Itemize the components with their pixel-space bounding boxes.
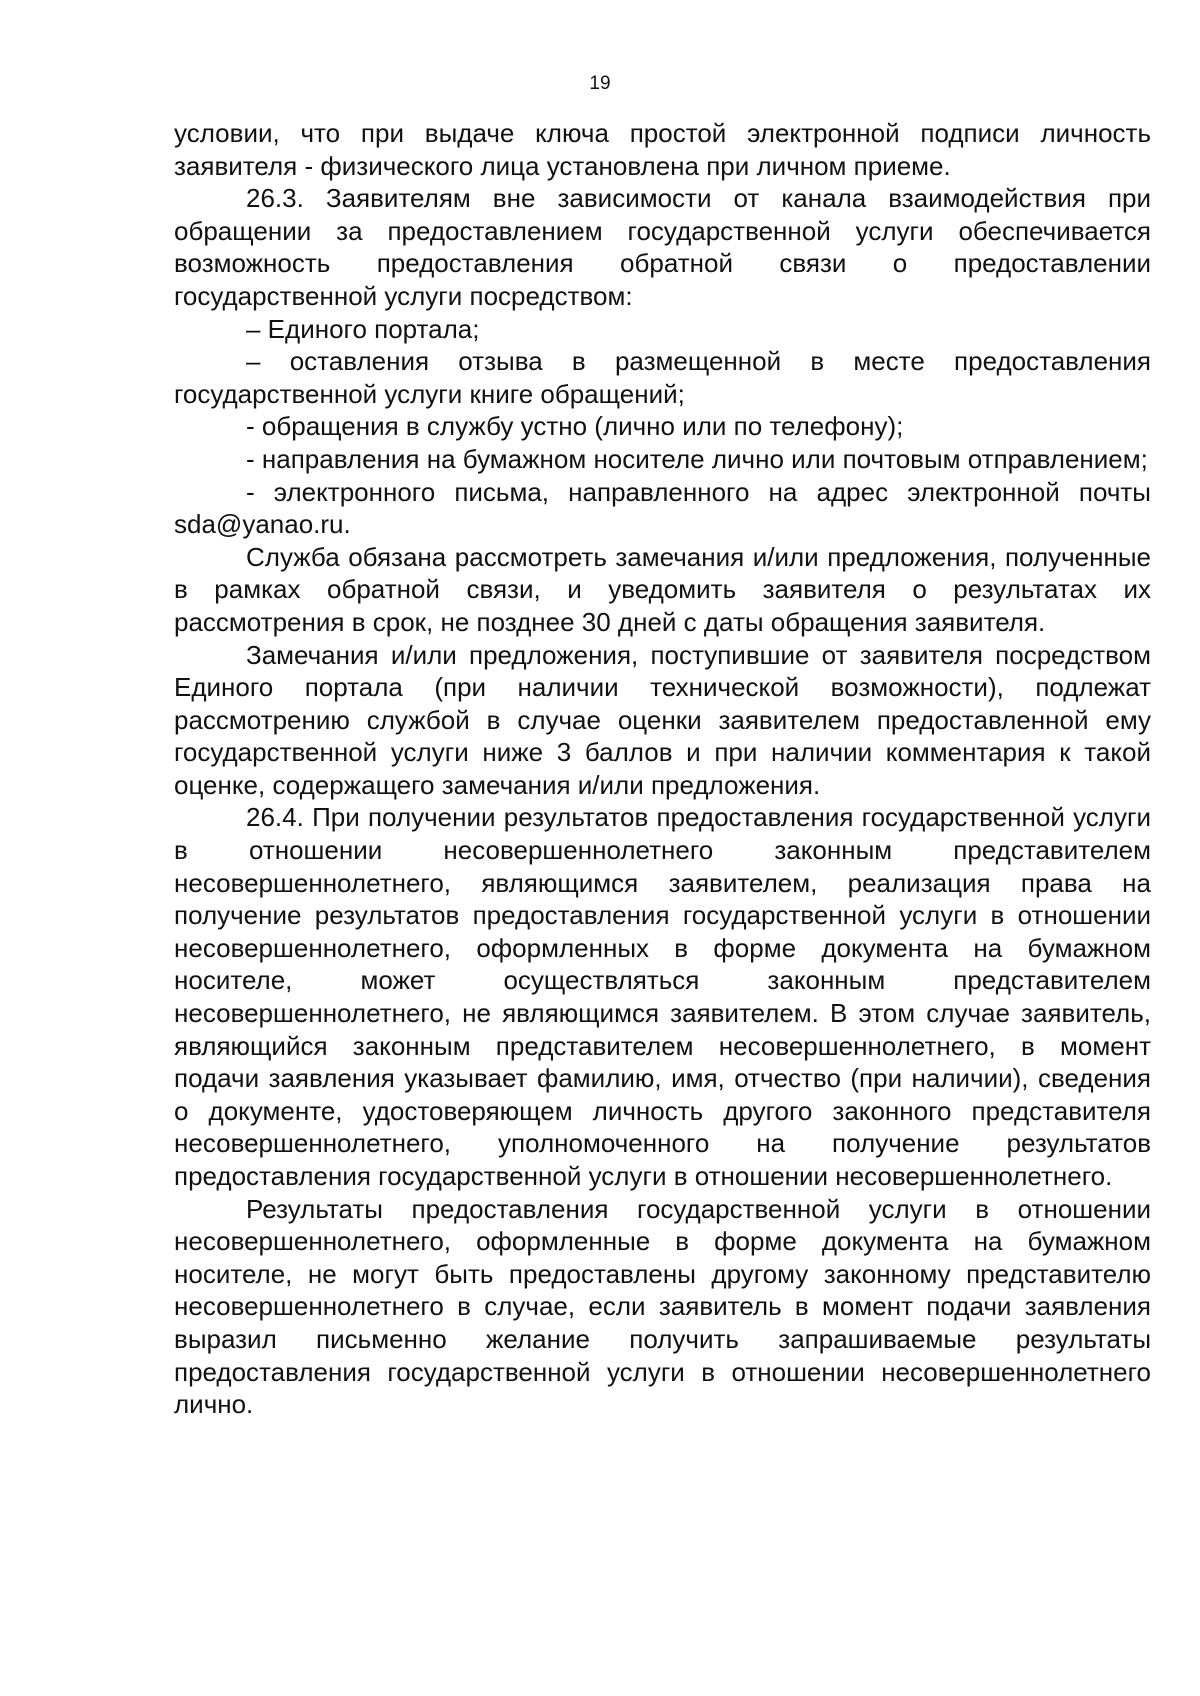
- document-body: [174, 117, 1151, 1421]
- paragraph-service-obligation: Служба обязана рассмотреть замечания и/или предложения, полученные в рамках обратной связи, и уведомить заявителя о результатах их рассмотрения в срок, не позднее 30 дней с даты обращения заявителя.: [174, 541, 1151, 637]
- list-item-portal: – Единого портала;: [246, 313, 480, 344]
- list-item-email: - электронного письма, направленного на адрес электронной почты sda@yanao.ru.: [174, 476, 1151, 540]
- list-item-paper-mail: - направления на бумажном носителе лично или почтовым отправлением;: [246, 443, 1148, 474]
- paragraph-results-restriction: Результаты предоставления государственной услуги в отношении несовершеннолетнего, оформленные в форме документа на бумажном носителе, не могут быть предоставлены другому законному представителю несовершеннолетнего в случае, если заявитель в момент подачи заявления выразил письменно желание получить запрашиваемые результаты предоставления государственной услуги в отношении несовершеннолетнего лично.: [174, 1193, 1151, 1420]
- list-item-feedback-book: – оставления отзыва в размещенной в месте предоставления государственной услуги книге обращений;: [174, 346, 1151, 409]
- page-number: 19: [589, 73, 611, 94]
- list-item-oral-appeal: - обращения в службу устно (лично или по телефону);: [246, 411, 904, 442]
- paragraph-26-4: 26.4. При получении результатов предоставления государственной услуги в отношении несовершеннолетнего законным представителем несовершеннолетнего, являющимся заявителем, реализация права на получение результатов предоставления государственной услуги в отношении несовершеннолетнего, оформленных в форме документа на бумажном носителе, может осуществляться законным представителем несовершеннолетнего, не являющимся заявителем. В этом случае заявитель, являющийся законным представителем несовершеннолетнего, в момент подачи заявления указывает фамилию, имя, отчество (при наличии), сведения о документе, удостоверяющем личность другого законного представителя несовершеннолетнего, уполномоченного на получение результатов предоставления государственной услуги в отношении несовершеннолетнего.: [174, 802, 1151, 1191]
- paragraph-26-3: 26.3. Заявителям вне зависимости от канала взаимодействия при обращении за предоставлением государственной услуги обеспечивается возможность предоставления обратной связи о предоставлении государственной услуги посредством:: [174, 183, 1151, 311]
- paragraph-continuation: условии, что при выдаче ключа простой электронной подписи личность заявителя - физического лица установлена при личном приеме.: [174, 118, 1151, 181]
- paragraph-portal-remarks: Замечания и/или предложения, поступившие от заявителя посредством Единого портала (при наличии технической возможности), подлежат рассмотрению службой в случае оценки заявителем предоставленной ему государственной услуги ниже 3 баллов и при наличии комментария к такой оценке, содержащего замечания и/или предложения.: [174, 639, 1151, 800]
